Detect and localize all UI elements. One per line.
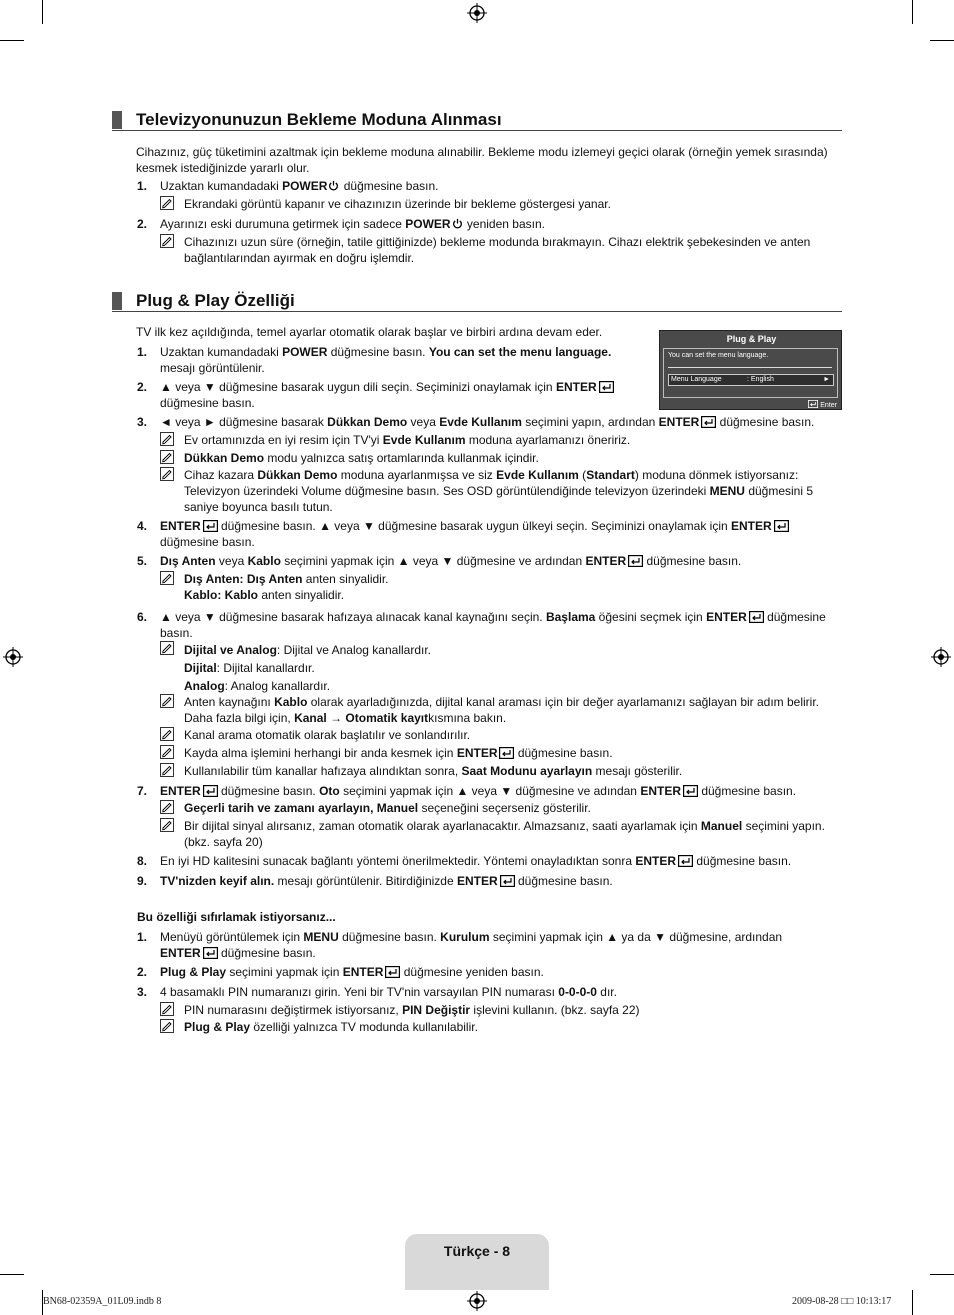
plug-note: Dijital ve Analog: Dijital ve Analog kanallardır. Dijital: Dijital kanallardır. Analog: Analog kanallardır. — [184, 643, 431, 693]
enter-icon — [203, 947, 218, 959]
osd-panel — [663, 348, 838, 398]
plug-step-4: ENTER düğmesine basın. ▲ veya ▼ düğmesine basarak uygun ülkeyi seçin. Seçiminizi onaylamak için ENTER düğmesine basın. — [160, 518, 842, 550]
crop-mark — [912, 0, 913, 24]
note-icon — [160, 432, 174, 446]
arrow-right-icon: ► — [823, 376, 830, 383]
plug-play-intro: TV ilk kez açıldığında, temel ayarlar otomatik olarak başlar ve birbiri ardına devam eder. — [136, 325, 603, 339]
page-number-label: Türkçe - 8 — [443, 1243, 511, 1259]
enter-icon — [203, 520, 218, 532]
standby-note: Ekrandaki görüntü kapanır ve cihazınızın üzerinde bir bekleme göstergesi yanar. — [184, 197, 611, 211]
note-icon — [160, 800, 174, 814]
standby-step-1: Uzaktan kumandadaki POWER düğmesine basın. — [160, 179, 439, 193]
plug-note: Kanal arama otomatik olarak başlatılır ve sonlandırılır. — [184, 728, 471, 742]
standby-note: Cihazınızı uzun süre (örneğin, tatile gittiğinizde) bekleme modunda bırakmayın. Cihazı elektrik şebekesinden ve anten bağlantılarından ayırmak en doğru işlemdir. — [184, 235, 811, 265]
enter-icon — [628, 555, 643, 567]
registration-mark-icon — [467, 1291, 487, 1311]
section-title-text: Plug & Play Özelliği — [136, 291, 295, 310]
step-number: 6. — [137, 610, 148, 624]
note-icon — [160, 818, 174, 832]
reset-step-3: 4 basamaklı PIN numaranızı girin. Yeni bir TV'nin varsayılan PIN numarası 0-0-0-0 dır. — [160, 985, 617, 999]
plug-note: Kullanılabilir tüm kanallar hafızaya alındıktan sonra, Saat Modunu ayarlayın mesajı gösterilir. — [184, 764, 683, 778]
osd-title: Plug & Play — [726, 334, 777, 344]
plug-note: Cihaz kazara Dükkan Demo moduna ayarlanmışsa ve siz Evde Kullanım (Standart) moduna dönmek istiyorsanız: Televizyon üzerindeki Volume düğmesine basın. Ses OSD görüntülendiğinde televizyon üzerindeki MENU düğmesini 5 saniye boyunca basılı tutun. — [184, 468, 814, 514]
section-bar — [112, 292, 122, 310]
note-icon — [160, 694, 174, 708]
plug-step-7: ENTER düğmesine basın. Oto seçimini yapmak için ▲ veya ▼ düğmesine ve adından ENTER düğmesine basın. — [160, 784, 797, 798]
plug-note: Anten kaynağını Kablo olarak ayarladığınızda, dijital kanal araması için bir değer ayarlamanızı sağlayan bir adım belirir. Daha fazla bilgi için, Kanal → Otomatik kayıtkısmına bakın. — [184, 695, 820, 725]
step-number: 2. — [137, 380, 148, 394]
section-title-text: Televizyonunuzun Bekleme Moduna Alınması — [136, 110, 502, 129]
step-number: 2. — [137, 965, 148, 979]
step-number: 3. — [137, 985, 148, 999]
enter-icon — [683, 785, 698, 797]
note-icon — [160, 571, 174, 585]
step-number: 1. — [137, 345, 148, 359]
plug-step-8: En iyi HD kalitesini sunacak bağlantı yöntemi önerilmektedir. Yöntemi onayladıktan sonra ENTER düğmesine basın. — [160, 854, 792, 868]
standby-step-2: Ayarınızı eski durumuna getirmek için sadece POWER yeniden basın. — [160, 217, 545, 231]
enter-icon — [599, 381, 614, 393]
page-number-tab — [405, 1234, 549, 1290]
enter-icon — [499, 747, 514, 759]
plug-step-5: Dış Anten veya Kablo seçimini yapmak için ▲ veya ▼ düğmesine ve ardından ENTER düğmesine basın. — [160, 554, 742, 568]
note-icon — [160, 763, 174, 777]
plug-step-6: ▲ veya ▼ düğmesine basarak hafızaya alınacak kanal kaynağını seçin. Başlama öğesini seçmek için ENTER düğmesine basın. — [160, 610, 826, 640]
enter-icon — [500, 875, 515, 887]
section-title-standby — [112, 110, 842, 131]
plug-note: Dükkan Demo modu yalnızca satış ortamlarında kullanmak içindir. — [184, 451, 539, 465]
osd-row-label: Menu Language — [671, 376, 722, 383]
plug-step-9: TV'nizden keyif alın. mesajı görüntülenir. Bitirdiğinizde ENTER düğmesine basın. — [160, 874, 613, 888]
note-icon — [160, 467, 174, 481]
step-number: 7. — [137, 784, 148, 798]
crop-mark — [930, 40, 954, 41]
step-number: 1. — [137, 179, 148, 193]
reset-heading: Bu özelliği sıfırlamak istiyorsanız... — [137, 910, 336, 924]
step-number: 4. — [137, 519, 148, 533]
note-icon — [160, 234, 174, 248]
step-number: 8. — [137, 854, 148, 868]
note-icon — [160, 450, 174, 464]
plug-note: Bir dijital sinyal alırsanız, zaman otomatik olarak ayarlanacaktır. Almazsanız, saati ayarlamak için Manuel seçimini yapın. (bkz. sayfa 20) — [184, 819, 825, 849]
section-title-plug-play — [112, 291, 842, 312]
enter-icon — [808, 400, 818, 408]
footer-timestamp: 2009-08-28 □□ 10:13:17 — [792, 1296, 892, 1307]
step-number: 2. — [137, 217, 148, 231]
plug-note: Dış Anten: Dış Anten anten sinyalidir. Kablo: Kablo anten sinyalidir. — [184, 572, 389, 602]
plug-step-3: ◄ veya ► düğmesine basarak Dükkan Demo veya Evde Kullanım seçimini yapın, ardından ENTER düğmesine basın. — [160, 415, 815, 429]
osd-menu-language-row — [668, 374, 834, 386]
standby-intro: Cihazınız, güç tüketimini azaltmak için bekleme moduna alınabilir. Bekleme modu izlemeyi geçici olarak (örneğin yemek sırasında) kesmek istediğinizde yararlı olur. — [136, 145, 828, 175]
step-number: 9. — [137, 874, 148, 888]
note-icon — [160, 745, 174, 759]
note-icon — [160, 196, 174, 210]
reset-step-1: Menüyü görüntülemek için MENU düğmesine basın. Kurulum seçimini yapmak için ▲ ya da ▼ düğmesine, ardından ENTER düğmesine basın. — [160, 930, 783, 960]
note-icon — [160, 1019, 174, 1033]
enter-icon — [701, 416, 716, 428]
note-icon — [160, 641, 174, 655]
plug-note: Ev ortamınızda en iyi resim için TV'yi Evde Kullanım moduna ayarlamanızı öneririz. — [184, 433, 631, 447]
crop-mark — [0, 1274, 24, 1275]
osd-plug-play-screen — [659, 330, 842, 410]
crop-mark — [42, 0, 43, 24]
registration-mark-icon — [467, 3, 487, 23]
enter-icon — [774, 520, 789, 532]
plug-note: Kayda alma işlemini herhangi bir anda kesmek için ENTER düğmesine basın. — [184, 746, 613, 760]
power-icon — [452, 218, 463, 229]
osd-divider — [668, 367, 832, 368]
power-icon — [328, 180, 339, 191]
note-icon — [160, 727, 174, 741]
enter-icon — [385, 966, 400, 978]
note-icon — [160, 1002, 174, 1016]
step-number: 1. — [137, 930, 148, 944]
crop-mark — [930, 1274, 954, 1275]
registration-mark-icon — [3, 647, 23, 667]
reset-step-2: Plug & Play seçimini yapmak için ENTER düğmesine yeniden basın. — [160, 965, 544, 979]
osd-footer: Enter — [808, 400, 837, 409]
crop-mark — [0, 40, 24, 41]
registration-mark-icon — [931, 647, 951, 667]
reset-note: Plug & Play özelliği yalnızca TV modunda kullanılabilir. — [184, 1020, 478, 1034]
footer-file-info: BN68-02359A_01L09.indb 8 — [43, 1296, 162, 1307]
plug-note: Geçerli tarih ve zamanı ayarlayın, Manuel seçeneğini seçerseniz gösterilir. — [184, 801, 591, 815]
enter-icon — [749, 611, 764, 623]
plug-step-1: Uzaktan kumandadaki POWER düğmesine basın. You can set the menu language. mesajı görüntülenir. — [160, 345, 612, 375]
step-number: 3. — [137, 415, 148, 429]
enter-icon — [678, 855, 693, 867]
reset-note: PIN numarasını değiştirmek istiyorsanız, PIN Değiştir işlevini kullanın. (bkz. sayfa 22) — [184, 1003, 640, 1017]
enter-icon — [203, 785, 218, 797]
osd-message: You can set the menu language. — [668, 352, 769, 359]
step-number: 5. — [137, 554, 148, 568]
section-bar — [112, 111, 122, 129]
crop-mark — [912, 1290, 913, 1315]
plug-step-2: ▲ veya ▼ düğmesine basarak uygun dili seçin. Seçiminizi onaylamak için ENTER düğmesine basın. — [160, 379, 650, 411]
osd-row-value: : English — [747, 376, 774, 383]
